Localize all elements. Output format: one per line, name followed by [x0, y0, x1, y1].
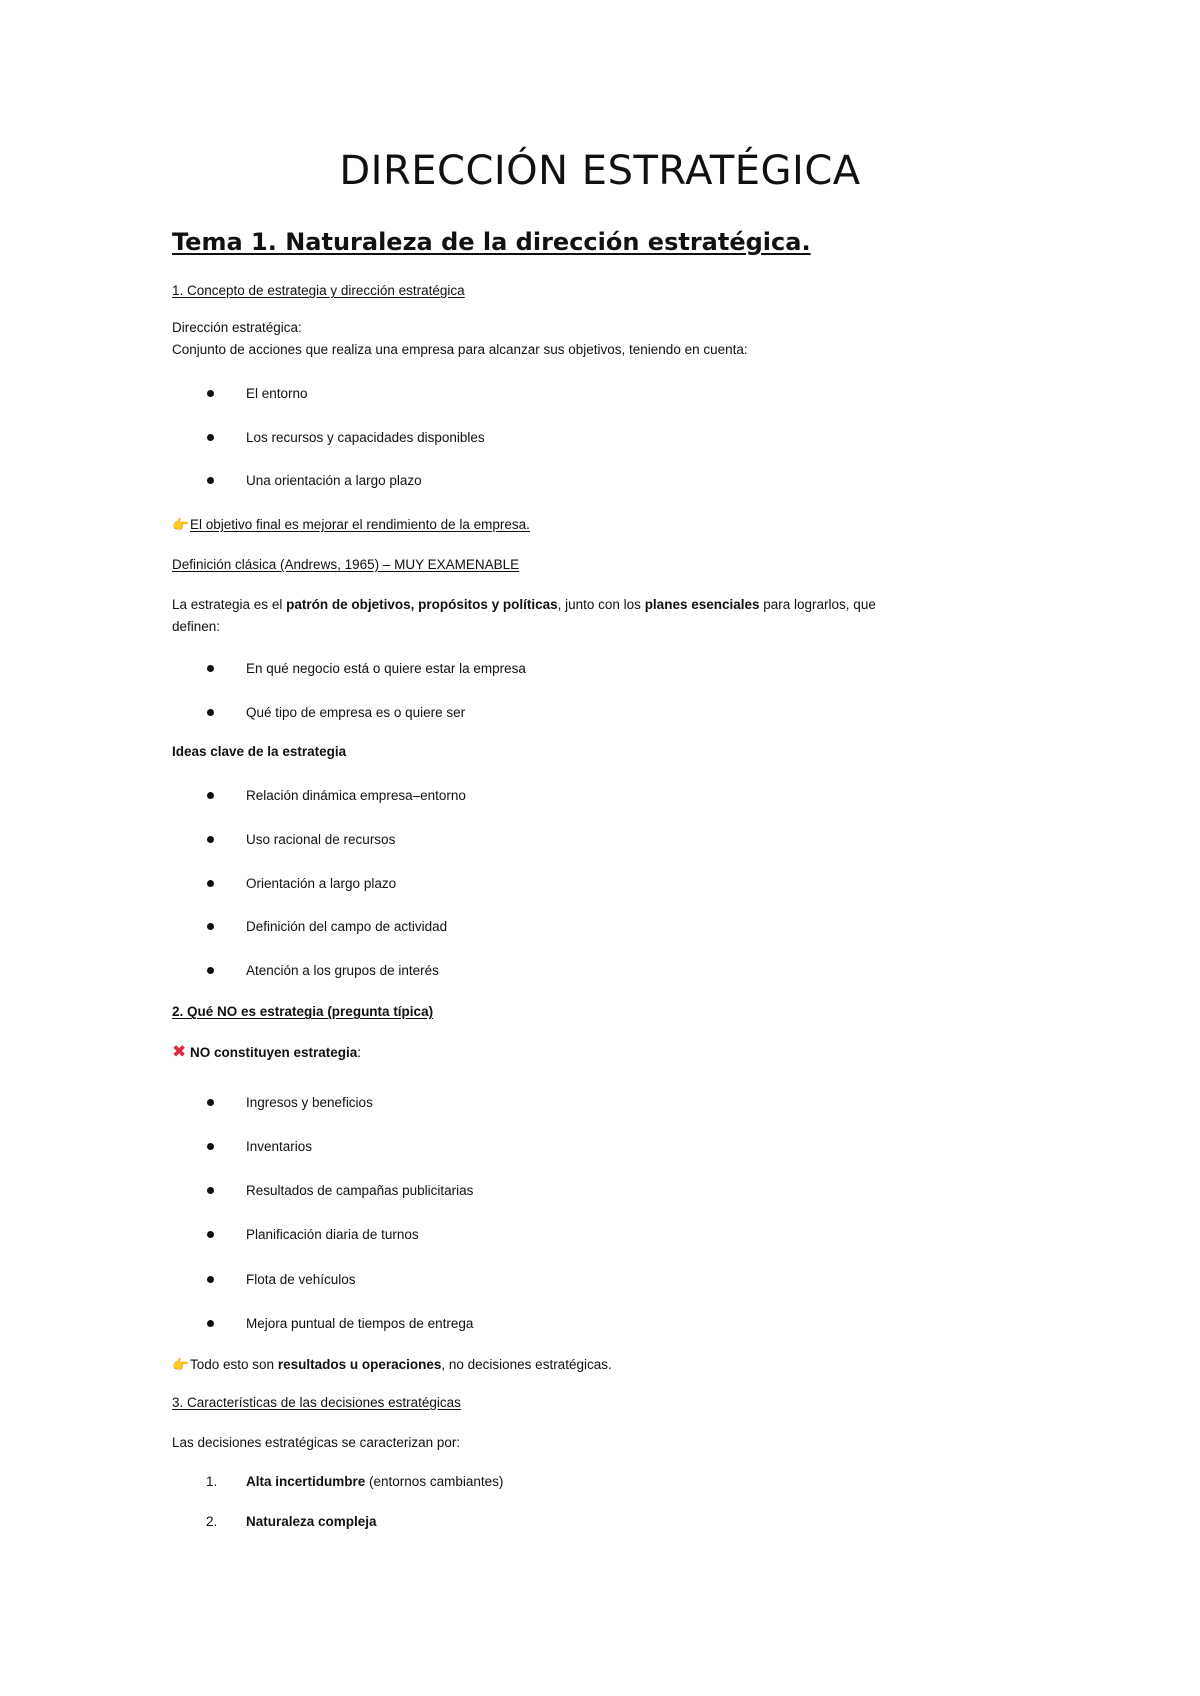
section-2-heading: 2. Qué NO es estrategia (pregunta típica)	[172, 1004, 434, 1019]
bullet-icon	[207, 923, 214, 930]
list-item: Uso racional de recursos	[246, 832, 396, 847]
list-item: Ingresos y beneficios	[246, 1095, 373, 1110]
bullet-icon	[207, 390, 214, 397]
cross-mark-icon: ✖	[172, 1042, 187, 1061]
bullet-icon	[207, 665, 214, 672]
andrews-paragraph: La estrategia es el patrón de objetivos, propósitos y políticas, junto con los planes esenciales para lograrlos, que	[172, 597, 876, 612]
list-item: Resultados de campañas publicitarias	[246, 1183, 474, 1198]
bullet-icon	[207, 1187, 214, 1194]
list-item: Definición del campo de actividad	[246, 919, 448, 934]
numbered-item: Naturaleza compleja	[246, 1514, 377, 1529]
list-number: 2.	[206, 1514, 218, 1529]
results-note: 👉Todo esto son resultados u operaciones, no decisiones estratégicas.	[172, 1355, 612, 1375]
bullet-icon	[207, 709, 214, 716]
pointing-hand-icon: 👉	[172, 517, 189, 532]
list-item: Una orientación a largo plazo	[246, 473, 422, 488]
list-item: Los recursos y capacidades disponibles	[246, 430, 485, 445]
list-item: En qué negocio está o quiere estar la empresa	[246, 661, 526, 676]
bullet-icon	[207, 477, 214, 484]
bullet-icon	[207, 836, 214, 843]
section-3-heading: 3. Características de las decisiones estratégicas	[172, 1395, 461, 1410]
list-item: Flota de vehículos	[246, 1272, 356, 1287]
no-strategy-intro: ✖ NO constituyen estrategia:	[172, 1042, 362, 1061]
pointing-hand-icon: 👉	[172, 1357, 189, 1372]
ideas-label: Ideas clave de la estrategia	[172, 744, 347, 759]
tema-heading: Tema 1. Naturaleza de la dirección estratégica.	[172, 228, 811, 256]
list-item: Planificación diaria de turnos	[246, 1227, 419, 1242]
list-item: Atención a los grupos de interés	[246, 963, 439, 978]
list-item: El entorno	[246, 386, 308, 401]
bullet-icon	[207, 434, 214, 441]
bullet-icon	[207, 1231, 214, 1238]
bullet-icon	[207, 1276, 214, 1283]
direccion-label: Dirección estratégica:	[172, 320, 302, 335]
list-item: Inventarios	[246, 1139, 313, 1154]
list-item: Mejora puntual de tiempos de entrega	[246, 1316, 474, 1331]
list-number: 1.	[206, 1474, 218, 1489]
document-title: DIRECCIÓN ESTRATÉGICA	[339, 148, 861, 194]
bullet-icon	[207, 1320, 214, 1327]
bullet-icon	[207, 1099, 214, 1106]
list-item: Orientación a largo plazo	[246, 876, 397, 891]
bullet-icon	[207, 792, 214, 799]
objective-note: 👉El objetivo final es mejorar el rendimiento de la empresa.	[172, 515, 530, 535]
bullet-icon	[207, 967, 214, 974]
bullet-icon	[207, 1143, 214, 1150]
section-1-heading: 1. Concepto de estrategia y dirección estratégica	[172, 283, 465, 298]
direccion-definition: Conjunto de acciones que realiza una empresa para alcanzar sus objetivos, teniendo en cuenta:	[172, 342, 748, 357]
list-item: Qué tipo de empresa es o quiere ser	[246, 705, 466, 720]
andrews-paragraph-cont: definen:	[172, 619, 221, 634]
bullet-icon	[207, 880, 214, 887]
list-item: Relación dinámica empresa–entorno	[246, 788, 466, 803]
numbered-item: Alta incertidumbre (entornos cambiantes)	[246, 1474, 504, 1489]
section-3-intro: Las decisiones estratégicas se caracterizan por:	[172, 1435, 461, 1450]
andrews-heading: Definición clásica (Andrews, 1965) – MUY EXAMENABLE	[172, 557, 520, 572]
